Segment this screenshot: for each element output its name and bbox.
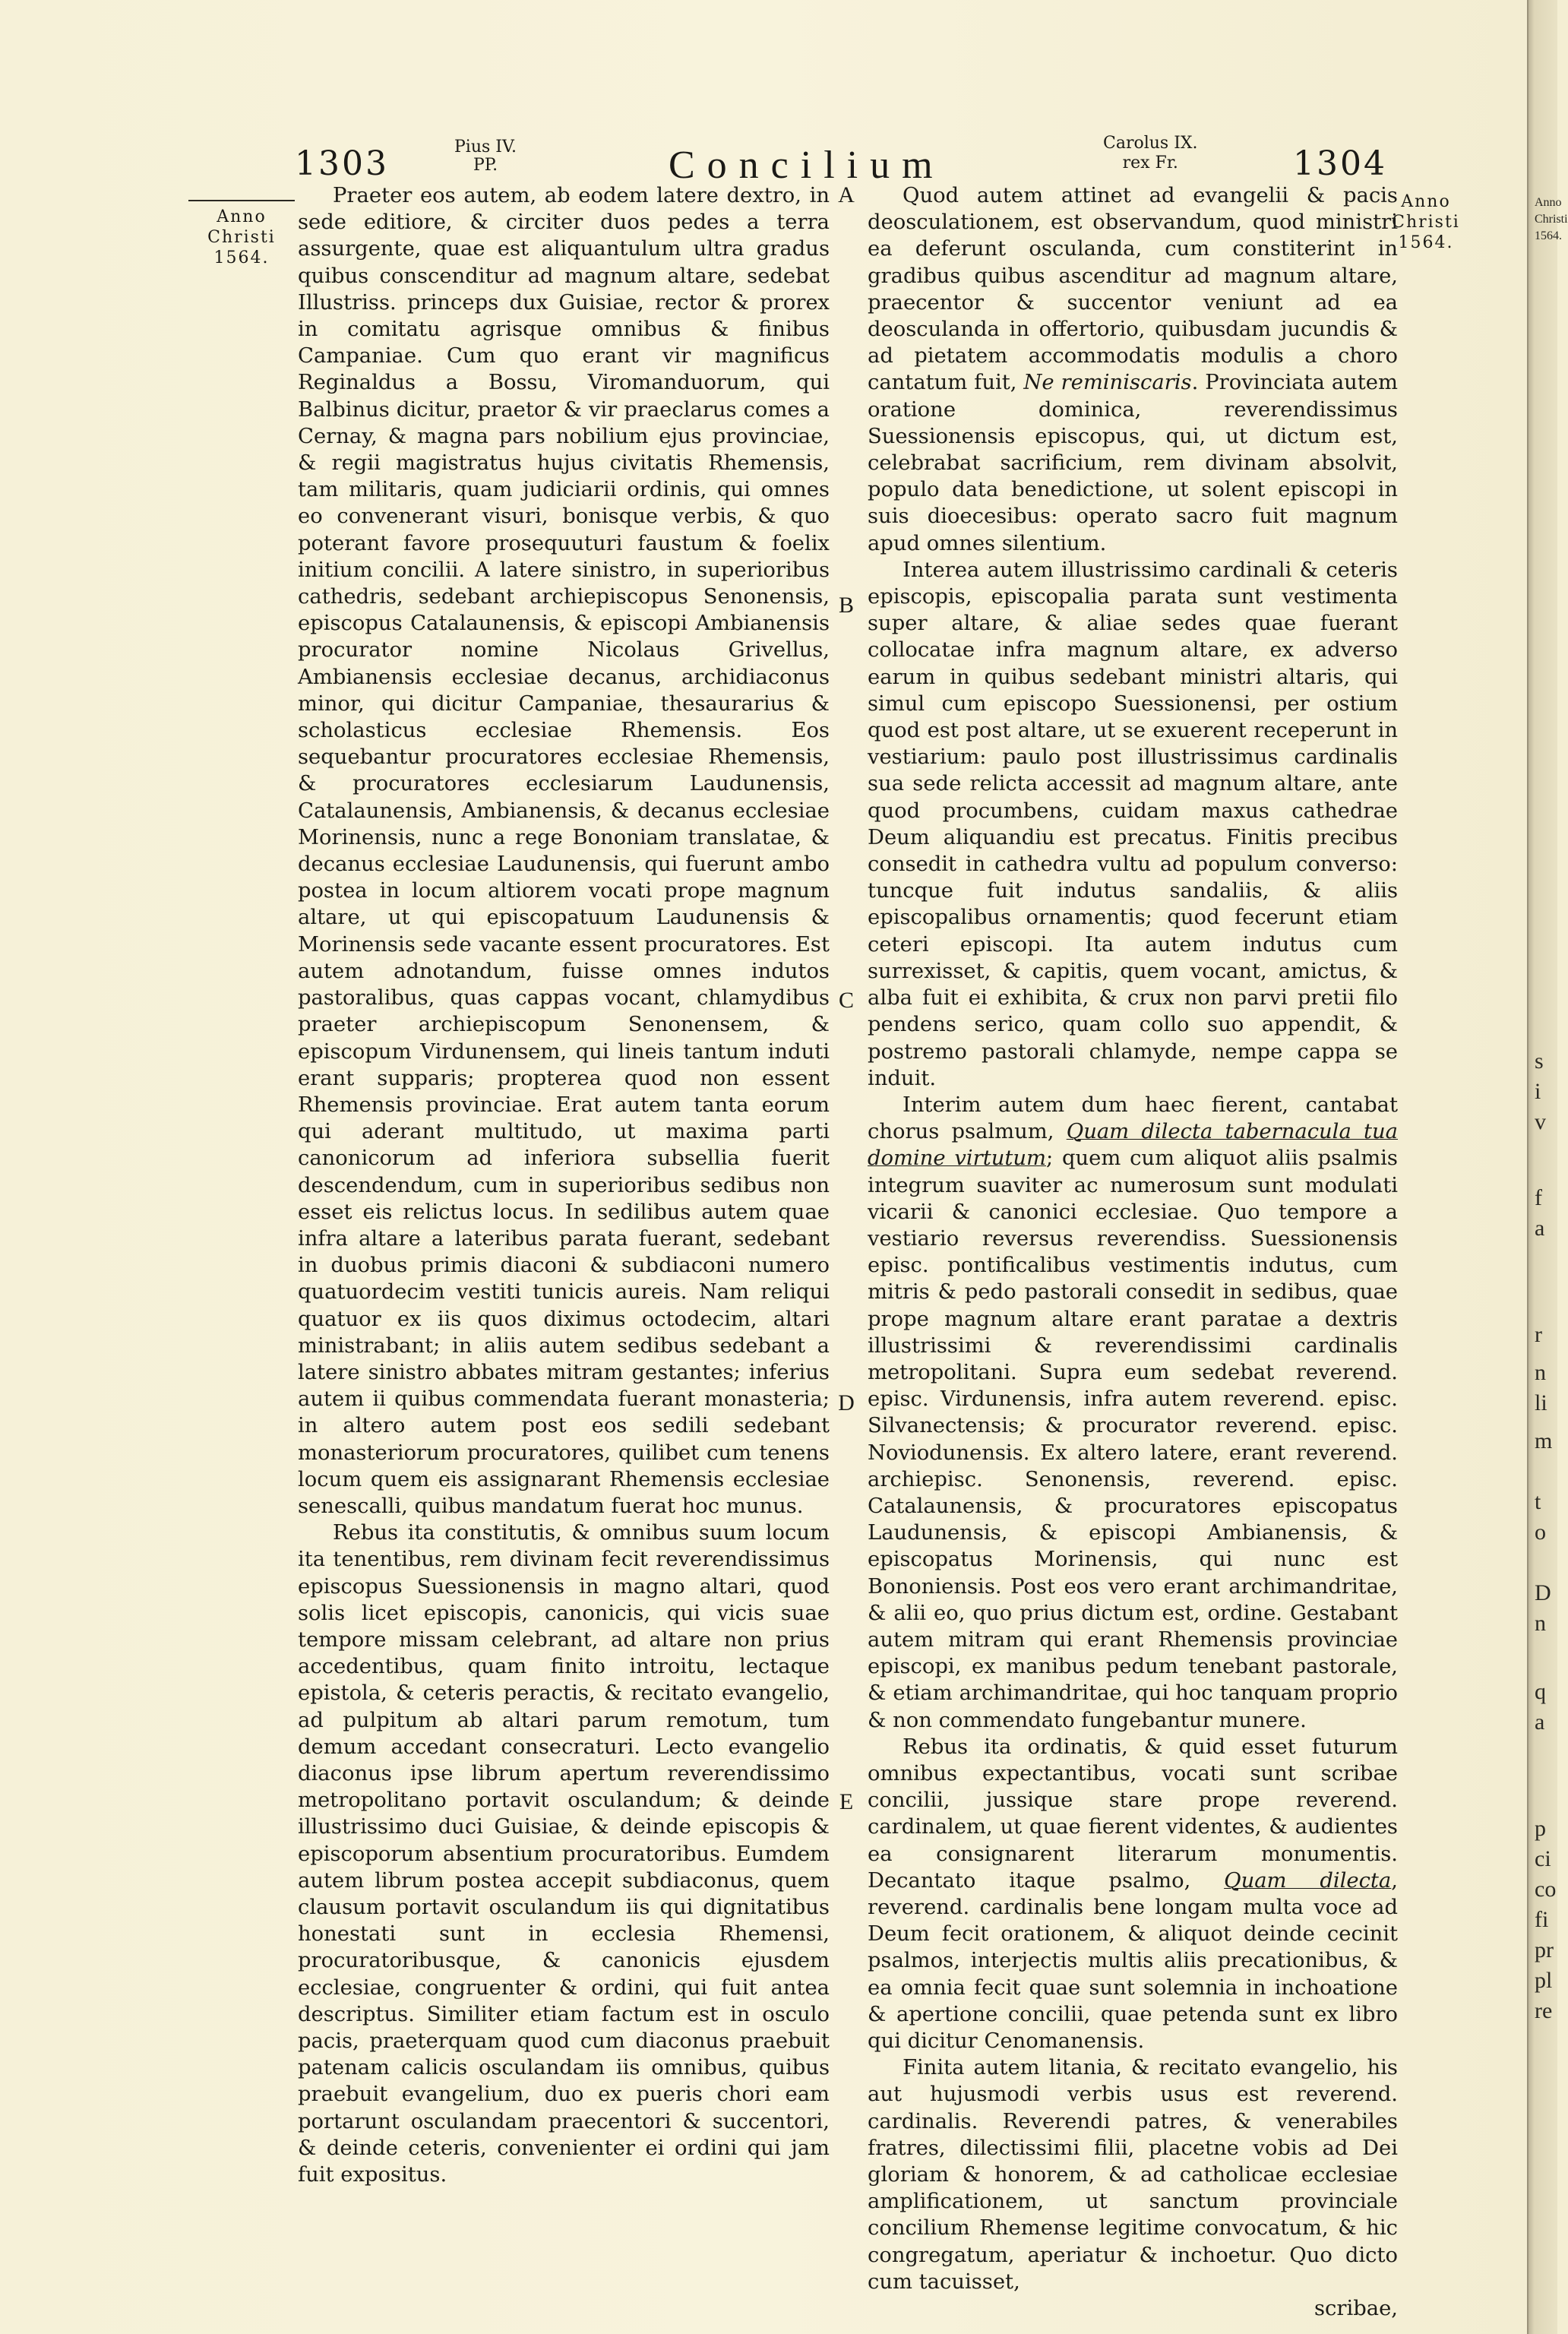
edge-fragment: 1564. (1535, 229, 1562, 242)
paragraph: Rebus ita ordinatis, & quid esset futurum omnibus expectantibus, vocati sunt scribae concilii, jussique stare prope reverend. cardinalem, ut quae fierent videntes, & audientes ea consignarent literarum monumentis. Decantato itaque psalmo, Quam dilecta, reverend. cardinalis bene longam multa voce ad Deum fecit orationem, & aliquot deinde cecinit psalmos, interjectis multis aliis precationibus, & ea omnia fecit quae sunt solemnia in inchoatione & apertione concilii, quae petenda sunt ex libro qui dicitur Cenomanensis. (868, 1735, 1398, 2054)
section-letter-c: C (838, 988, 854, 1013)
page-title: Concilium (669, 144, 945, 187)
edge-fragment: r (1535, 1322, 1542, 1347)
edge-fragment: co (1535, 1877, 1557, 1902)
edge-fragment: re (1535, 1998, 1553, 2023)
edge-fragment: v (1535, 1109, 1546, 1134)
section-letter-a: A (838, 182, 855, 207)
margin-christi: Christi (1392, 213, 1460, 232)
section-letter-d: D (838, 1390, 855, 1415)
king-name: Carolus IX. (1103, 134, 1198, 153)
edge-fragment: Christi (1535, 213, 1568, 226)
margin-year-left (188, 207, 295, 268)
quote-quam-dilecta-short: Quam dilecta (1224, 1868, 1392, 1893)
quote-quam-dilecta: Quam dilecta tabernacula tua domine virtutum (868, 1120, 1398, 1171)
margin-christi: Christi (207, 228, 276, 247)
edge-fragment: ci (1535, 1846, 1551, 1871)
margin-anno: Anno (217, 207, 267, 226)
section-letter-b: B (838, 593, 854, 618)
edge-fragment: D (1535, 1580, 1551, 1605)
edge-fragment: t (1535, 1489, 1541, 1514)
edge-fragment: i (1535, 1079, 1541, 1104)
edge-fragment: a (1535, 1216, 1545, 1241)
next-page-edge (1527, 0, 1568, 2334)
catchword: scribae, (1314, 2297, 1398, 2321)
edge-fragment: q (1535, 1679, 1546, 1704)
paragraph: Rebus ita constitutis, & omnibus suum locum ita tenentibus, rem divinam fecit reverendissimus episcopus Suessionensis in magno altari, quod solis licet episcopis, canonicis, qui vicis suae tempore missam celebrant, ad altare non prius accedentibus, quam finito introitu, lectaque epistola, & ceteris peractis, & recitato evangelio, ad pulpitum ab altari parum remotum, tum demum accedant consecraturi. Lecto evangelio diaconus ipse librum apertum reverendissimo metropolitano portavit osculandum; & deinde illustrissimo duci Guisiae, & deinde episcopis & episcoporum absentium procuratoribus. Eumdem autem librum postea accepit subdiaconus, quem clausum portavit osculandum iis qui dignitatibus honestati sunt in ecclesia Rhemensi, procuratoribusque, & canonicis ejusdem ecclesiae, congruenter & ordini, qui fuit antea descriptus. Similiter etiam factum est in osculo pacis, praeterquam quod cum diaconus praebuit patenam calicis osculandam iis omnibus, quibus praebuit evangelium, duo ex pueris chori eam portarunt osculandam praecentori & succentori, & deinde ceteris, convenienter ei ordini qui jam fuit expositus. (298, 1521, 830, 2187)
margin-year: 1564. (213, 248, 270, 267)
pope-title: PP. (473, 156, 498, 175)
page-number-left: 1303 (295, 144, 389, 183)
paragraph: Praeter eos autem, ab eodem latere dextro, in sede editiore, & circiter duos pedes a terra assurgente, quae est aliquantulum ultra gradus quibus conscenditur ad magnum altare, sedebat Illustriss. princeps dux Guisiae, rector & prorex in comitatu agrisque omnibus & finibus Campaniae. Cum quo erant vir magnificus Reginaldus a Bossu, Viromanduorum, qui Balbinus dicitur, praetor & vir praeclarus comes a Cernay, & magna pars nobilium ejus provinciae, & regii magistratus hujus civitatis Rhemensis, tam militaris, quam judiciarii ordinis, qui omnes eo convenerant visuri, bonisque verbis, & quo poterant favore prosequuturi faustum & foelix initium concilii. A latere sinistro, in superioribus cathedris, sedebant archiepiscopus Senonensis, episcopus Catalaunensis, & episcopi Ambianensis procurator nomine Nicolaus Grivellus, Ambianensis ecclesiae decanus, archidiaconus minor, qui dicitur Campaniae, thesaurarius & scholasticus ecclesiae Rhemensis. Eos sequebantur procuratores ecclesiae Rhemensis, & procuratores ecclesiarum Laudunensis, Catalaunensis, Ambianensis, & decanus ecclesiae Morinensis, nunc a rege Bononiam translatae, & decanus ecclesiae Laudunensis, qui fuerunt ambo postea in locum altiorem vocati prope magnum altare, ut qui episcopatuum Laudunensis & Morinensis sede vacante essent procuratores. Est autem adnotandum, fuisse omnes indutos pastoralibus, quas cappas vocant, chlamydibus praeter archiepiscopum Senonensem, & episcopum Virdunensem, qui lineis tantum induti erant supparis; propterea quod non essent Rhemensis provinciae. Erat autem tanta eorum qui aderant multitudo, ut maxima parti canonicorum ad inferiora subsellia fuerit descendendum, cum in superioribus sedibus non esset eis relictus locus. In sedilibus autem quae infra altare a lateribus parata fuerant, sedebant in duobus primis diaconi & subdiaconi numero quatuordecim vestiti tunicis aureis. Nam reliqui quatuor ex iis quos diximus octodecim, altari ministrabant; in aliis autem sedibus sedebant a latere sinistro abbates mitram gestantes; inferius autem ii quibus commendata fuerant monasteria; in altero autem post eos sedili sedebant monasteriorum procuratores, quilibet cum tenens locum quem eis assignarant Rhemensis ecclesiae senescalli, quibus mandatum fuerat hoc munus. (298, 184, 830, 1518)
edge-fragment: Anno (1535, 196, 1562, 209)
edge-fragment: n (1535, 1360, 1546, 1385)
edge-fragment: s (1535, 1048, 1544, 1074)
pope-name: Pius IV. (454, 138, 517, 157)
king-heading (1103, 134, 1198, 173)
edge-fragment: pl (1535, 1968, 1553, 1993)
paragraph: Finita autem litania, & recitato evangelio, his aut hujusmodi verbis usus est reverend. cardinalis. Reverendi patres, & venerabiles fratres, dilectissimi filii, placetne vobis ad Dei gloriam & honorem, & ad catholicae ecclesiae amplificationem, ut sanctum provinciale concilium Rhemense legitime convocatum, & hic congregatum, aperiatur & inchoetur. Quo dicto cum tacuisset, (868, 2056, 1398, 2294)
margin-rule-left (188, 200, 295, 201)
edge-fragment: f (1535, 1185, 1542, 1210)
edge-fragment: o (1535, 1520, 1546, 1545)
page-number-right: 1304 (1293, 144, 1387, 183)
margin-year: 1564. (1398, 233, 1454, 252)
edge-fragment: a (1535, 1709, 1545, 1735)
paragraph: Interea autem illustrissimo cardinali & ceteris episcopis, episcopalia parata sunt vestimenta super altare, & aliae sedes quae fuerant collocatae infra magnum altare, ex adverso earum in quibus sedebant ministri altaris, qui simul cum episcopo Suessionensi, per ostium quod est post altare, ut se exuerent receperunt in vestiarium: paulo post illustrissimus cardinalis sua sede relicta accessit ad magnum altare, ante quod procumbens, cuidam maxus cathedrae Deum aliquandiu est precatus. Finitis precibus consedit in cathedra vultu ad populum converso: tuncque fuit indutus sandaliis, & aliis episcopalibus ornamentis; quod fecerunt etiam ceteri episcopi. Ita autem indutus cum surrexisset, & capitis, quem vocant, amictus, & alba fuit ei exhibita, & crux non parvi pretii filo pendens serico, quam collo suo appendit, & postremo pastorali chlamyde, nempe cappa se induit. (868, 558, 1398, 1090)
right-column (868, 182, 1398, 2322)
margin-anno: Anno (1401, 192, 1451, 211)
edge-fragment: pr (1535, 1937, 1554, 1962)
edge-fragment: p (1535, 1816, 1546, 1841)
edge-fragment: fi (1535, 1907, 1549, 1932)
section-letter-e: E (839, 1789, 854, 1814)
king-title: rex Fr. (1122, 153, 1178, 172)
edge-fragment: li (1535, 1390, 1547, 1415)
pope-heading (454, 138, 517, 175)
left-column (298, 182, 830, 2188)
paragraph: Quod autem attinet ad evangelii & pacis deosculationem, est observandum, quod ministri ea deferunt osculanda, cum constiterint in gradibus quibus ascenditur ad magnum altare, praecentor & succentor veniunt ad ea deosculanda in offertorio, quibusdam jucundis & ad pietatem accommodatis modulis a choro cantatum fuit, Ne reminiscaris. Provinciata autem oratione dominica, reverendissimus Suessionensis episcopus, qui, ut dictum est, celebrabat sacrificium, rem divinam absolvit, populo data benedictione, ut solent episcopi in suis dioecesibus: operato sacro fuit magnum apud omnes silentium. (868, 184, 1398, 555)
running-header (0, 129, 1527, 190)
paragraph: Interim autem dum haec fierent, cantabat chorus psalmum, Quam dilecta tabernacula tua domine virtutum; quem cum aliquot aliis psalmis integrum suaviter ac numerosum sunt modulati vicarii & canonici ecclesiae. Quo tempore a vestiario reversus reverendiss. Suessionensis episc. pontificalibus vestimentis indutus, cum mitris & pedo pastorali consedit in sedibus, quae prope magnum altare erant paratae a dextris illustrissimi & reverendissimi cardinalis metropolitani. Supra eum sedebat reverend. episc. Virdunensis, infra autem reverend. episc. Silvanectensis; & procurator reverend. episc. Noviodunensis. Ex altero latere, erant reverend. archiepisc. Senonensis, reverend. episc. Catalaunensis, & procuratores episcopatus Laudunensis, & episcopi Ambianensis, & episcopatus Morinensis, qui nunc est Bononiensis. Post eos vero erant archimandritae, & alii eo, quo prius dictum est, ordine. Gestabant autem mitram qui erant Rhemensis provinciae episcopi, ex manibus pedum tenebant pastorale, & etiam archimandritae, qui hoc tanquam proprio & non commendato fungebantur munere. (868, 1093, 1398, 1732)
edge-fragment: n (1535, 1611, 1546, 1636)
edge-fragment: m (1535, 1428, 1553, 1453)
quote-ne-reminiscaris: Ne reminiscaris (1023, 371, 1192, 395)
